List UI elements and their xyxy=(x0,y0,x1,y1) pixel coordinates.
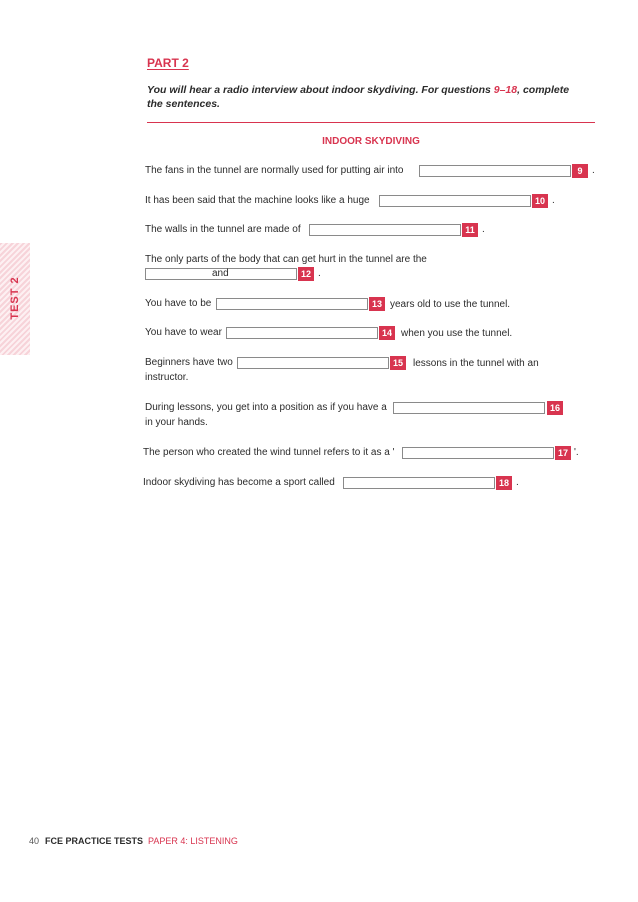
question-13-after: years old to use the tunnel. xyxy=(390,299,511,310)
answer-13-input[interactable] xyxy=(216,298,368,310)
question-13-text: You have to be xyxy=(145,298,212,309)
side-tab-label: TEST 2 xyxy=(9,276,21,320)
question-13-number: 13 xyxy=(369,297,385,311)
question-12-and: and xyxy=(212,268,229,279)
page-number: 40 xyxy=(29,836,40,846)
question-15-line2: instructor. xyxy=(145,372,189,383)
instructions-before: You will hear a radio interview about indoor skydiving. For questions xyxy=(147,84,494,96)
answer-15-input[interactable] xyxy=(237,357,389,369)
answer-17-input[interactable] xyxy=(402,447,554,459)
question-14-after: when you use the tunnel. xyxy=(401,328,513,339)
question-17-number: 17 xyxy=(555,446,571,460)
section-title: INDOOR SKYDIVING xyxy=(322,136,420,147)
question-18-after: . xyxy=(516,477,519,488)
question-10-after: . xyxy=(552,195,555,206)
question-12-after: . xyxy=(318,268,321,279)
question-16-text: During lessons, you get into a position as if you have a xyxy=(145,402,387,413)
instructions xyxy=(147,83,587,111)
question-14-number: 14 xyxy=(379,326,395,340)
question-18-text: Indoor skydiving has become a sport called xyxy=(143,477,335,488)
divider xyxy=(147,122,595,123)
question-10-text: It has been said that the machine looks like a huge xyxy=(145,195,370,206)
answer-10-input[interactable] xyxy=(379,195,531,207)
question-11-text: The walls in the tunnel are made of xyxy=(145,224,301,235)
answer-12-input[interactable] xyxy=(145,268,297,280)
question-9-text: The fans in the tunnel are normally used for putting air into xyxy=(145,165,404,176)
book-title: FCE PRACTICE TESTS xyxy=(45,836,144,846)
question-10-number: 10 xyxy=(532,194,548,208)
answer-9-input[interactable] xyxy=(419,165,571,177)
answer-18-input[interactable] xyxy=(343,477,495,489)
question-18-number: 18 xyxy=(496,476,512,490)
page-footer xyxy=(29,836,238,846)
question-14-text: You have to wear xyxy=(145,327,222,338)
answer-14-input[interactable] xyxy=(226,327,378,339)
question-9-after: . xyxy=(592,165,595,176)
question-16-number: 16 xyxy=(547,401,563,415)
paper-title: PAPER 4: LISTENING xyxy=(148,836,238,846)
answer-11-input[interactable] xyxy=(309,224,461,236)
instructions-after: , complete the sentences. xyxy=(147,84,570,110)
part-title: PART 2 xyxy=(147,56,189,70)
question-12-text: The only parts of the body that can get hurt in the tunnel are the xyxy=(145,254,427,265)
question-15-text: Beginners have two xyxy=(145,357,233,368)
question-9-number: 9 xyxy=(572,164,588,178)
question-17-text: The person who created the wind tunnel refers to it as a ' xyxy=(143,447,395,458)
question-16-line2: in your hands. xyxy=(145,417,208,428)
answer-16-input[interactable] xyxy=(393,402,545,414)
question-12-number: 12 xyxy=(298,267,314,281)
question-15-after: lessons in the tunnel with an xyxy=(413,358,539,369)
question-11-number: 11 xyxy=(462,223,478,237)
question-17-after: '. xyxy=(574,447,579,458)
instructions-range: 9–18 xyxy=(493,84,518,96)
question-15-number: 15 xyxy=(390,356,406,370)
question-11-after: . xyxy=(482,224,485,235)
